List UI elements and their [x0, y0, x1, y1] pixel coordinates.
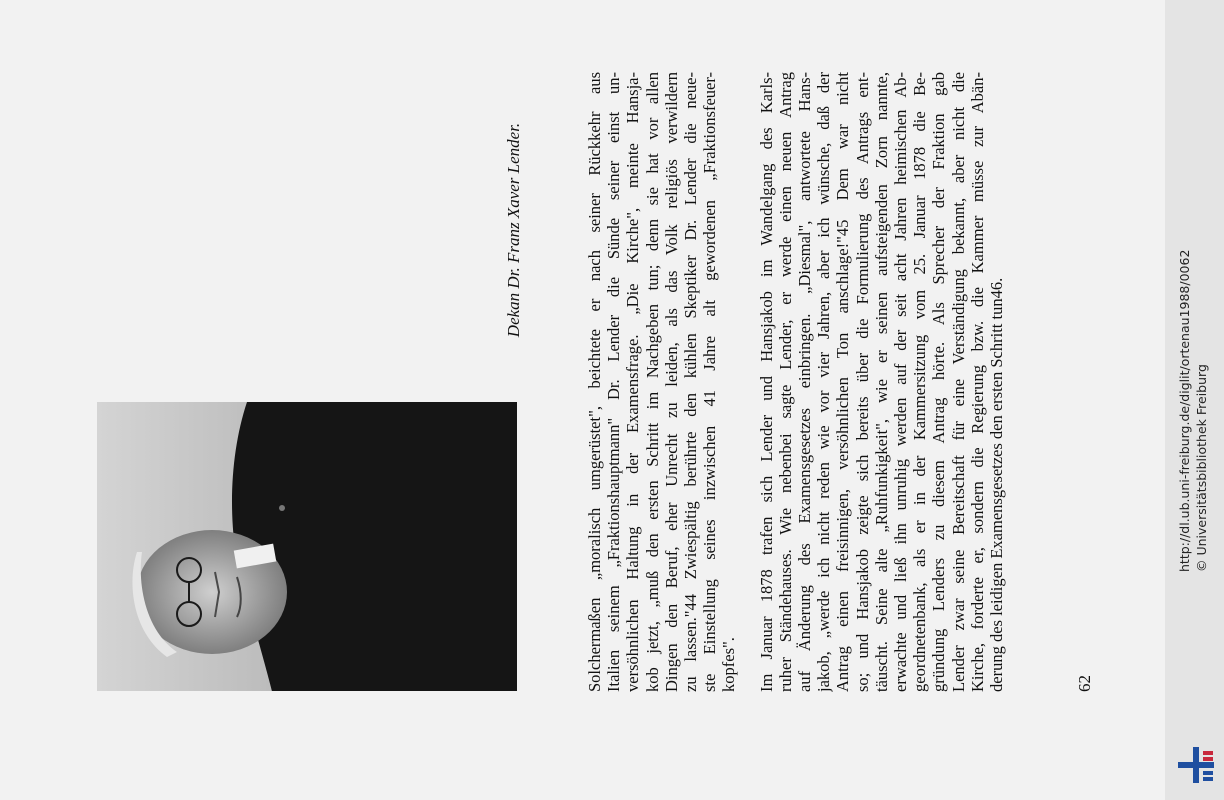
text-line: Italien seinem „Fraktionshauptmann" Dr. Lender die Sünde seiner einst un-: [604, 72, 624, 692]
text-line: derung des leidigen Examensgesetzes den ersten Schritt tun46.: [987, 277, 1007, 692]
text-line: versöhnlichen Haltung in der Examensfrage. „Die Kirche", meinte Hansja-: [623, 72, 643, 692]
text-line: kob jetzt, „muß den ersten Schritt im Nachgeben tun; denn sie hat vor allen: [642, 72, 662, 692]
text-line: Kirche, forderte er, sondern die Regierung bzw. die Kammer müsse zur Abän-: [967, 72, 987, 692]
text-line: ruher Ständehauses. Wie nebenbei sagte Lender, er werde einen neuen Antrag: [775, 72, 795, 692]
text-line: Solchermaßen „moralisch umgerüstet", beichtete er nach seiner Rückkehr aus: [585, 72, 604, 692]
source-url[interactable]: http://dl.ub.uni-freiburg.de/diglit/ortenau1988/0062: [1177, 249, 1192, 572]
text-line: kopfes".: [719, 637, 739, 692]
text-line: Dingen den Beruf, eher Unrecht zu leiden, als das Volk religiös verwildern: [661, 72, 681, 692]
portrait-photo: [97, 402, 517, 691]
text-line: geordnetenbank, als er in der Kammersitzung vom 25. Januar 1878 die Be-: [910, 72, 930, 692]
body-text: [585, 72, 1007, 692]
text-line: Im Januar 1878 trafen sich Lender und Hansjakob im Wandelgang des Karls-: [756, 72, 776, 692]
text-line: Antrag einen freisinnigen, versöhnlichen Ton anschlage!"45 Dem war nicht: [833, 72, 853, 692]
copyright-notice: © Universitätsbibliothek Freiburg: [1194, 364, 1209, 572]
text-line: so; und Hansjakob zeigte sich bereits über die Formulierung des Antrags ent-: [852, 72, 872, 692]
library-logo-icon: [1176, 745, 1216, 785]
text-line: zu lassen."44 Zwiespältig berührte den kühlen Skeptiker Dr. Lender die neue-: [681, 72, 701, 692]
paragraph-2: [757, 72, 1007, 692]
text-line: Lender zwar seine Bereitschaft für eine Verständigung bekannt, aber nicht die: [948, 72, 968, 692]
photo-caption: Dekan Dr. Franz Xaver Lender.: [504, 122, 523, 338]
text-line: jakob, „werde ich nicht reden wie vor vier Jahren, aber ich wünsche, daß der: [814, 72, 834, 692]
text-line: täuscht. Seine alte „Ruhfunkigkeit", wie er seinen aufsteigenden Zorn nannte,: [871, 72, 891, 692]
text-line: auf Änderung des Examensgesetzes einbringen. „Diesmal", antwortete Hans-: [795, 72, 815, 692]
text-line: gründung Lenders zu diesem Antrag hörte. Als Sprecher der Fraktion gab: [929, 72, 949, 692]
portrait-image: [97, 402, 517, 691]
text-line: ste Einstellung seines inzwischen 41 Jahre alt gewordenen „Fraktionsfeuer-: [700, 72, 720, 692]
page-number: 62: [1075, 675, 1094, 692]
text-line: erwachte und ließ ihn unruhig werden auf der seit acht Jahren heimischen Ab-: [891, 72, 911, 692]
paragraph-1: [585, 72, 739, 692]
watermark-text: [1176, 12, 1216, 572]
